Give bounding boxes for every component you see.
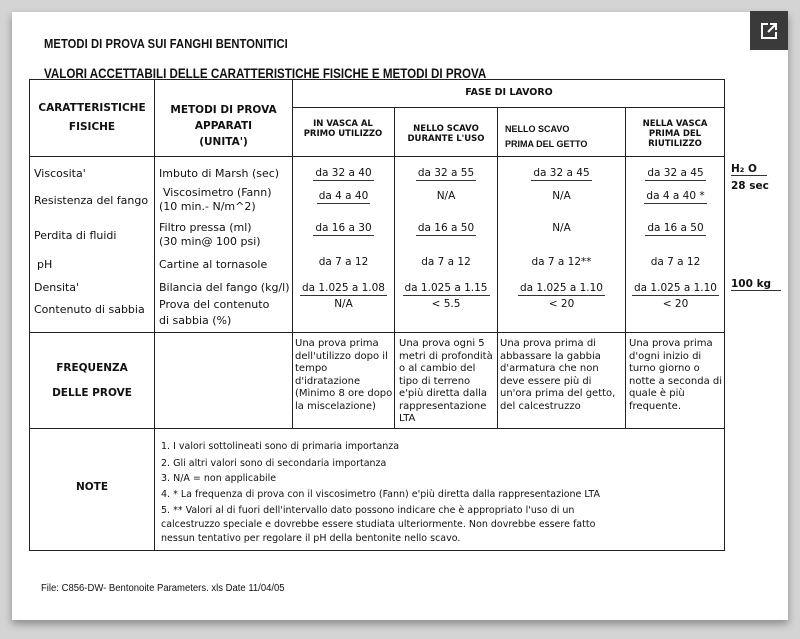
note-item: 2. Gli altri valori sono di secondaria importanza (161, 458, 387, 469)
row-property: Resistenza del fango (34, 194, 149, 207)
row-method: (10 min.- N/m^2) (159, 200, 256, 213)
value-text: N/A (436, 190, 456, 202)
row-value (395, 167, 497, 179)
side-note-water: H₂ O (731, 163, 767, 176)
note-item: 5. ** Valori al di fuori dell'intervallo dato possono indicare che è appropriato l'uso di un (161, 505, 575, 516)
row-property: Perdita di fluidi (34, 229, 117, 242)
row-value (293, 282, 394, 294)
value-text: da 4 a 40 * (646, 190, 705, 202)
value-text: N/A (552, 190, 571, 202)
row-method: Filtro pressa (ml) (159, 221, 252, 234)
notes-label: NOTE (75, 481, 109, 493)
frequency-label: FREQUENZA DELLE PROVE (52, 362, 132, 399)
row-value (498, 282, 625, 294)
row-value (395, 256, 497, 268)
value-text: da 32 a 40 (315, 167, 372, 179)
frequency-phase-2: Una prova ogni 5 metri di profondità o al cambio del tipo di terreno e'più diretta dalla rappresentazione LTA (399, 338, 493, 424)
value-text: N/A (552, 222, 571, 234)
value-text: da 1.025 a 1.15 (404, 282, 488, 294)
note-item: 1. I valori sottolineati sono di primaria importanza (161, 441, 400, 452)
row-value (626, 256, 725, 268)
header-phase-group: FASE DI LAVORO (465, 87, 553, 98)
value-text: da 1.025 a 1.08 (302, 282, 385, 294)
row-value (498, 190, 625, 202)
value-text: da 7 a 12** (531, 256, 592, 268)
row-value (395, 298, 497, 310)
value-text: da 7 a 12 (318, 256, 369, 268)
row-value (498, 298, 625, 310)
divider (154, 429, 155, 551)
value-text: < 20 (662, 298, 689, 310)
value-text: da 7 a 12 (421, 256, 471, 268)
header-methods: METODI DI PROVA APPARATI (UNITA') (170, 104, 277, 148)
divider (292, 107, 725, 108)
row-method: Prova del contenuto (159, 298, 270, 311)
header-phase-2: NELLO SCAVO DURANTE L'USO (407, 124, 485, 144)
row-value (498, 256, 625, 268)
note-item: calcestruzzo speciale e dovrebbe essere studiata ulteriormente. Non dovrebbe essere fatto (161, 519, 596, 530)
header-properties: CARATTERISTICHE FISICHE (38, 102, 146, 133)
divider (29, 156, 725, 157)
row-value (293, 298, 394, 310)
row-value (626, 298, 725, 310)
row-value (626, 167, 725, 179)
row-method: (30 min@ 100 psi) (159, 235, 261, 248)
value-text: < 20 (548, 298, 575, 310)
open-external-icon (760, 22, 778, 40)
footer-file-info: File: C856-DW- Bentonoite Parameters. xls Date 11/04/05 (41, 583, 285, 594)
value-text: da 16 a 30 (315, 222, 372, 234)
row-value (293, 222, 394, 234)
row-property: Densita' (34, 281, 80, 294)
note-item: 4. * La frequenza di prova con il viscosimetro (Fann) e'più diretta dalla rappresentazione LTA (161, 489, 600, 500)
value-text: da 32 a 45 (647, 167, 704, 179)
document-title: METODI DI PROVA SUI FANGHI BENTONITICI (44, 36, 288, 51)
side-note-water-time: 28 sec (731, 180, 769, 192)
row-method: Viscosimetro (Fann) (163, 186, 272, 199)
row-value (293, 190, 394, 202)
row-value (293, 256, 394, 268)
row-property: Viscosita' (34, 167, 86, 180)
frequency-phase-3: Una prova prima di abbassare la gabbia d'armatura che non deve essere più di un'ora prima del getto, del calcestruzzo (500, 338, 616, 412)
document-subtitle: VALORI ACCETTABILI DELLE CARATTERISTICHE FISICHE E METODI DI PROVA (44, 66, 487, 81)
header-phase-1: IN VASCA AL PRIMO UTILIZZO (303, 119, 383, 139)
value-text: da 7 a 12 (650, 256, 701, 268)
row-value (395, 282, 497, 294)
row-value (395, 190, 497, 202)
frequency-phase-4: Una prova prima d'ogni inizio di turno giorno o notte a seconda di quale è più frequente. (629, 338, 723, 412)
value-text: da 32 a 55 (417, 167, 475, 179)
row-method: Cartine al tornasole (159, 258, 268, 271)
row-method: Imbuto di Marsh (sec) (159, 167, 280, 180)
row-value (626, 222, 725, 234)
divider (29, 332, 725, 333)
row-value (626, 282, 725, 294)
row-value (498, 222, 625, 234)
value-text: da 1.025 a 1.10 (520, 282, 603, 294)
row-method: di sabbia (%) (159, 314, 232, 327)
row-property: pH (37, 258, 53, 271)
value-text: da 16 a 50 (417, 222, 475, 234)
row-value (626, 190, 725, 202)
divider (292, 79, 293, 429)
value-text: da 32 a 45 (533, 167, 590, 179)
row-method: Bilancia del fango (kg/l) (159, 281, 290, 294)
row-property: Contenuto di sabbia (34, 303, 145, 316)
row-value (293, 167, 394, 179)
value-text: da 1.025 a 1.10 (634, 282, 717, 294)
side-note-weight: 100 kg (731, 278, 781, 291)
open-external-button[interactable] (750, 11, 788, 50)
row-value (395, 222, 497, 234)
value-text: N/A (334, 298, 353, 310)
value-text: da 16 a 50 (647, 222, 704, 234)
value-text: da 4 a 40 (318, 190, 369, 202)
header-phase-4: NELLA VASCA PRIMA DEL RIUTILIZZO (642, 119, 708, 149)
note-item: 3. N/A = non applicabile (161, 473, 277, 484)
divider (29, 428, 725, 429)
note-item: nessun tentativo per regolare il pH della bentonite nello scavo. (161, 533, 461, 544)
row-value (498, 167, 625, 179)
header-phase-3: NELLO SCAVO PRIMA DEL GETTO (505, 124, 588, 149)
value-text: < 5.5 (431, 298, 461, 310)
frequency-phase-1: Una prova prima dell'utilizzo dopo il tempo d'idratazione (Minimo 8 ore dopo la miscelazione) (295, 338, 393, 412)
